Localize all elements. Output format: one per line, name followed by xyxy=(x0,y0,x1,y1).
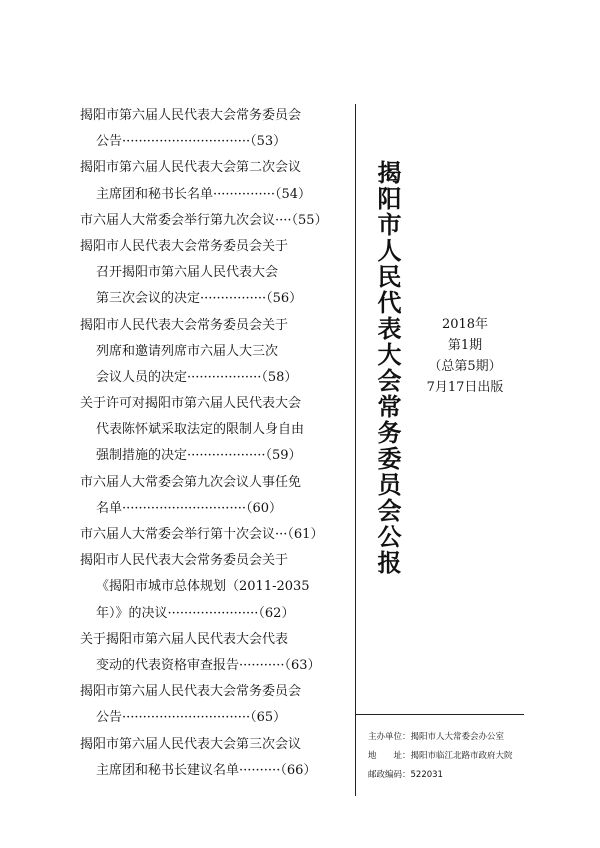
horizontal-divider xyxy=(355,714,524,715)
issue-date: 7月17日出版 xyxy=(426,380,504,395)
issue-year: 2018年 xyxy=(441,317,489,332)
sponsor-value: 揭阳市人大常委会办公室 xyxy=(410,732,505,742)
publisher-info xyxy=(368,728,548,785)
publication-title: 揭阳市人民代表大会常务委员会公报 xyxy=(373,160,401,576)
toc-line: 公告·······························（65） xyxy=(96,710,287,726)
postcode-row xyxy=(368,766,548,785)
toc-line: 第三次会议的决定················（56） xyxy=(96,291,303,307)
toc-line: 揭阳市第六届人民代表大会常务委员会 xyxy=(80,108,302,123)
toc-line: 揭阳市第六届人民代表大会第二次会议 xyxy=(80,160,302,176)
toc-line: 主席团和秘书长建议名单··········（66） xyxy=(96,762,317,778)
issue-number: 第1期 xyxy=(447,338,483,353)
issue-info xyxy=(410,314,520,398)
vertical-divider xyxy=(355,104,356,796)
postcode-value: 522031 xyxy=(410,770,443,780)
toc-line: 名单······························（60） xyxy=(96,500,283,516)
toc-line: 《揭阳市城市总体规划（2011-2035 xyxy=(96,579,310,595)
address-row xyxy=(368,747,548,766)
issue-total: （总第5期） xyxy=(428,359,502,374)
toc-line: 代表陈怀斌采取法定的限制人身自由 xyxy=(96,422,305,438)
sponsor-label: 主办单位： xyxy=(368,732,411,742)
toc-line: 会议人员的决定··················（58） xyxy=(96,369,298,385)
toc-line: 关于许可对揭阳市第六届人民代表大会 xyxy=(80,396,302,412)
toc-line: 主席团和秘书长名单···············（54） xyxy=(96,186,312,202)
toc-line: 揭阳市人民代表大会常务委员会关于 xyxy=(80,317,289,333)
address-label: 地 址： xyxy=(368,751,411,761)
toc-line: 揭阳市第六届人民代表大会第三次会议 xyxy=(80,736,302,752)
toc-line: 揭阳市人民代表大会常务委员会关于 xyxy=(80,238,289,254)
sponsor-row xyxy=(368,728,548,747)
table-of-contents xyxy=(80,103,340,784)
toc-line: 市六届人大常委会第九次会议人事任免 xyxy=(80,474,302,490)
toc-line: 年）》的决议······················（62） xyxy=(96,605,295,621)
toc-line: 变动的代表资格审查报告···········（63） xyxy=(96,657,321,673)
toc-line: 关于揭阳市第六届人民代表大会代表 xyxy=(80,631,289,647)
toc-line: 揭阳市人民代表大会常务委员会关于 xyxy=(80,553,289,569)
postcode-label: 邮政编码： xyxy=(368,770,411,780)
toc-line: 列席和邀请列席市六届人大三次 xyxy=(96,343,279,359)
toc-line: 召开揭阳市第六届人民代表大会 xyxy=(96,265,279,281)
toc-line: 市六届人大常委会举行第九次会议····（55） xyxy=(80,212,328,228)
toc-line: 公告·······························（53） xyxy=(96,134,287,150)
toc-line: 市六届人大常委会举行第十次会议···（61） xyxy=(80,527,324,542)
toc-line: 强制措施的决定···················（59） xyxy=(96,448,302,464)
toc-line: 揭阳市第六届人民代表大会常务委员会 xyxy=(80,684,302,700)
address-value: 揭阳市临江北路市政府大院 xyxy=(410,751,513,761)
